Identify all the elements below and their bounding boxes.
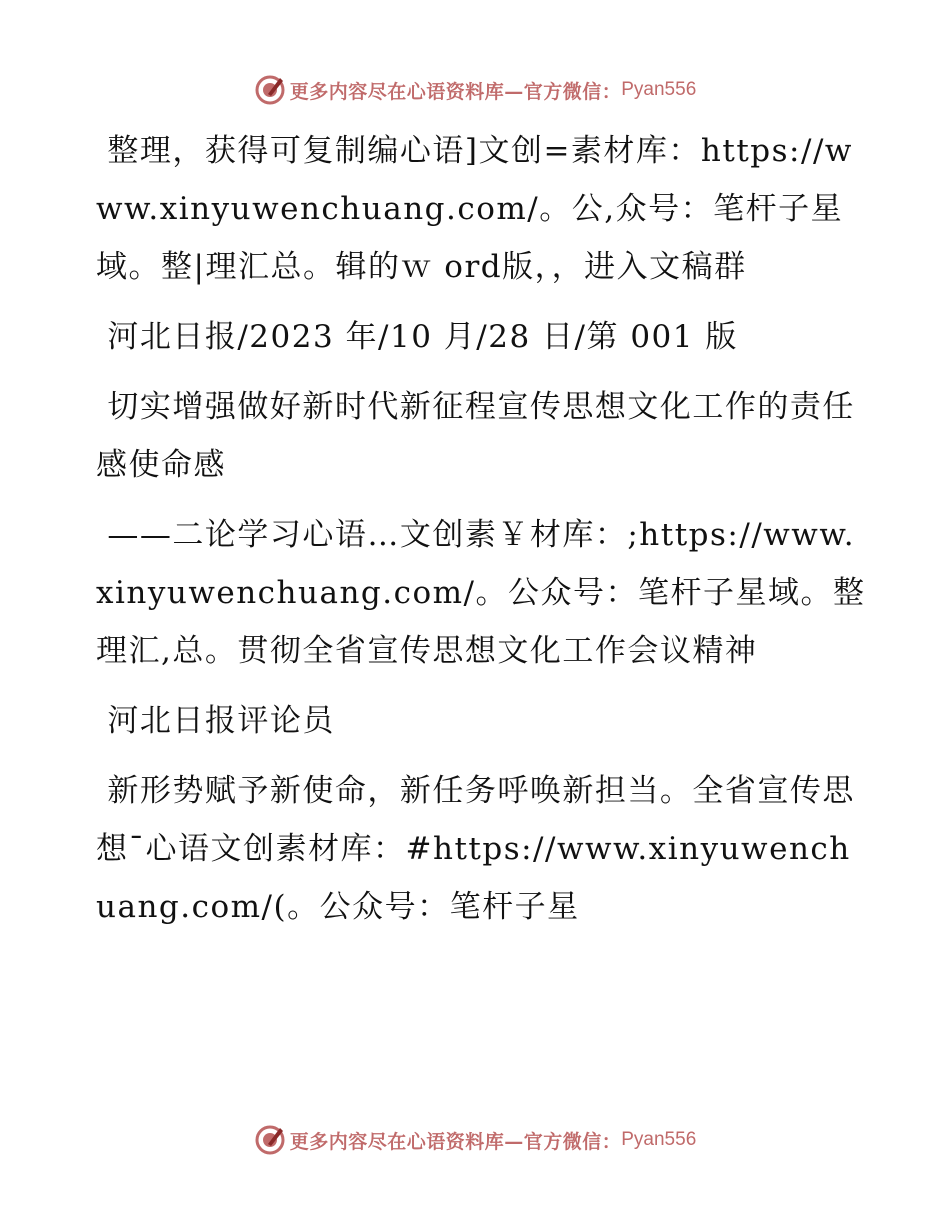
- header-brand-bar: [0, 70, 950, 110]
- footer-brand-bar: [0, 1120, 950, 1160]
- pen-logo-icon: [254, 1124, 286, 1156]
- header-brand-text: 更多内容尽在心语资料库—官方微信：: [289, 80, 622, 103]
- paragraph-intro: 整理，获得可复制编心语]文创=素材库：https://www.xinyuwenchuang.com/。公,众号：笔杆子星域。整|理汇总。辑的ｗ ord版，，进入文稿群: [96, 133, 853, 285]
- header-wechat-id: Pyan556: [621, 79, 697, 100]
- paragraph-title: 切实增强做好新时代新征程宣传思想文化工作的责任感使命感: [96, 389, 855, 483]
- paragraph-body: 新形势赋予新使命，新任务呼唤新担当。全省宣传思想¯心语文创素材库：#https://www.xinyuwenchuang.com/(。公众号：笔杆子星: [96, 773, 855, 925]
- footer-wechat-id: Pyan556: [621, 1129, 697, 1150]
- paragraph-source: 河北日报/2023 年/10 月/28 日/第 001 版: [96, 319, 738, 355]
- pen-logo-icon: [254, 74, 286, 106]
- document-body: [96, 122, 866, 948]
- footer-brand-text: 更多内容尽在心语资料库—官方微信：: [289, 1130, 622, 1153]
- paragraph-subtitle: ——二论学习心语…文创素￥材库：;https://www.xinyuwenchuang.com/。公众号：笔杆子星域。整理汇,总。贯彻全省宣传思想文化工作会议精神: [96, 517, 866, 669]
- paragraph-author: 河北日报评论员: [96, 703, 335, 739]
